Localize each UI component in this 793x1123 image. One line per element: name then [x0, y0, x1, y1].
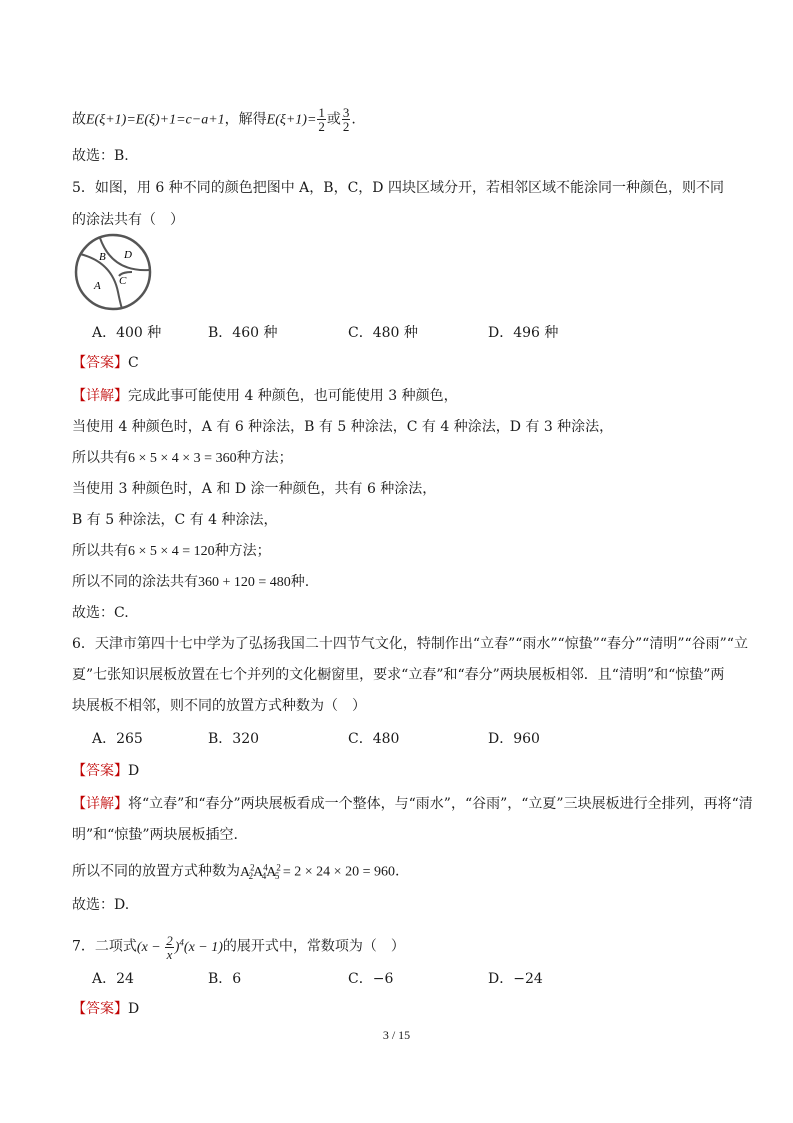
text: 所以不同的涂法共有 [72, 574, 198, 590]
text: . [351, 111, 356, 128]
choice-line: 故选：B. [72, 148, 129, 164]
q6-text-2: 夏”七张知识展板放置在七个并列的文化橱窗里，要求“立春”和“春分”两块展板相邻．且“清明”和“惊蛰”两 [72, 667, 725, 683]
den: 2 [318, 119, 325, 134]
q5-step-5 [72, 541, 753, 562]
q7-option-c[interactable]: C．−6 [348, 971, 394, 987]
answer-tag: 【答案】 [72, 763, 128, 779]
text: 种. [290, 574, 310, 590]
arrangement-symbols: $A^2_2A^4_4A^2_5$ = [240, 862, 295, 882]
detail-tag: 【详解】 [72, 388, 128, 404]
q6-detail-2: 明”和“惊蛰”两块展板插空. [72, 827, 238, 843]
text: 所以共有 [72, 450, 128, 466]
label-a: A [94, 280, 101, 292]
math: E(ξ+1)=E(ξ)+1=c−a+1 [86, 112, 225, 128]
q5-step-7: 故选：C. [72, 605, 129, 621]
text: 所以共有 [72, 543, 128, 559]
text: 7．二项式 [72, 938, 137, 955]
num: 3 [342, 105, 350, 120]
detail-text: 将“立春”和“春分”两块展板看成一个整体，与“雨水”，“谷雨”，“立夏”三块展板进行全排列，再将“清 [128, 796, 753, 812]
answer-tag: 【答案】 [72, 1001, 128, 1017]
text: 的展开式中，常数项为（ ） [222, 938, 405, 955]
q7-answer [72, 999, 753, 1019]
detail-text: 完成此事可能使用 4 种颜色，也可能使用 3 种颜色， [128, 388, 458, 404]
q5-step-4: B 有 5 种涂法，C 有 4 种涂法， [72, 512, 278, 528]
detail-tag: 【详解】 [72, 796, 128, 812]
outer-circle [76, 235, 150, 309]
text: ，解得 [224, 111, 267, 128]
text: . [394, 863, 400, 880]
num: 1 [318, 105, 325, 120]
q6-answer [72, 761, 753, 781]
math: 2 × 24 × 20 = 960 [294, 864, 395, 880]
text: 种方法； [214, 543, 271, 559]
q5-text-2: 的涂法共有（ ） [72, 212, 184, 228]
q5-step-1: 当使用 4 种颜色时，A 有 6 种涂法，B 有 5 种涂法，C 有 4 种涂法，D 有 3 种涂法， [72, 419, 614, 435]
q5-option-d[interactable]: D．496 种 [488, 325, 559, 341]
fraction [317, 106, 326, 133]
answer-value: C [128, 355, 139, 371]
fraction [165, 934, 174, 961]
answer-value: D [128, 763, 140, 779]
q7-option-b[interactable]: B．6 [208, 971, 242, 987]
q6-option-d[interactable]: D．960 [488, 731, 540, 747]
label-c: C [119, 275, 127, 287]
den: 2 [342, 119, 350, 134]
q5-step-3: 当使用 3 种颜色时，A 和 D 涂一种颜色，共有 6 种涂法， [72, 481, 437, 497]
region-diagram [72, 232, 154, 312]
q5-option-b[interactable]: B．460 种 [208, 325, 278, 341]
math: E(ξ+1)= [266, 112, 317, 128]
num: 2 [166, 932, 173, 948]
q6-step-1 [72, 857, 753, 886]
q5-step-2 [72, 448, 753, 469]
q5-detail [72, 386, 753, 406]
answer-tag: 【答案】 [72, 355, 128, 371]
text: 或 [326, 111, 341, 128]
fraction [342, 106, 351, 133]
q5-text: 5．如图，用 6 种不同的颜色把图中 A，B，C，D 四块区域分开，若相邻区域不能涂同一种颜色，则不同 [72, 180, 724, 196]
q6-option-c[interactable]: C．480 [348, 731, 400, 747]
label-b: B [99, 251, 106, 263]
answer-value: D [128, 1001, 140, 1017]
q5-option-c[interactable]: C．480 种 [348, 325, 418, 341]
math: 360 + 120 = 480 [198, 575, 291, 590]
text: 故 [72, 111, 86, 128]
line-expectation [72, 106, 753, 133]
q7-option-a[interactable]: A．24 [92, 971, 134, 987]
q5-answer [72, 353, 753, 373]
q7-option-d[interactable]: D．−24 [488, 971, 543, 987]
text: 所以不同的放置方式种数为 [72, 863, 240, 880]
q6-step-2: 故选：D. [72, 897, 130, 913]
binomial-expression: (x − $\frac{2}{x}$ )$^4$(x − 1) [136, 932, 223, 962]
math: 6 × 5 × 4 × 3 = 360 [128, 451, 237, 466]
q6-option-a[interactable]: A．265 [92, 731, 143, 747]
label-d: D [124, 249, 132, 261]
math: 6 × 5 × 4 = 120 [128, 544, 215, 559]
q5-step-6 [72, 572, 753, 593]
q5-option-a[interactable]: A．400 种 [92, 325, 162, 341]
q6-detail [72, 794, 753, 814]
q6-text: 6．天津市第四十七中学为了弘扬我国二十四节气文化，特制作出“立春”“雨水”“惊蛰”“春分”“清明”“谷雨”“立 [72, 636, 748, 652]
den: x [166, 946, 173, 962]
q6-option-b[interactable]: B．320 [208, 731, 260, 747]
text: 种方法； [236, 450, 293, 466]
q7-text [72, 932, 753, 961]
page-number: 3 / 15 [382, 1028, 411, 1042]
q6-text-3: 块展板不相邻，则不同的放置方式种数为（ ） [72, 698, 366, 714]
